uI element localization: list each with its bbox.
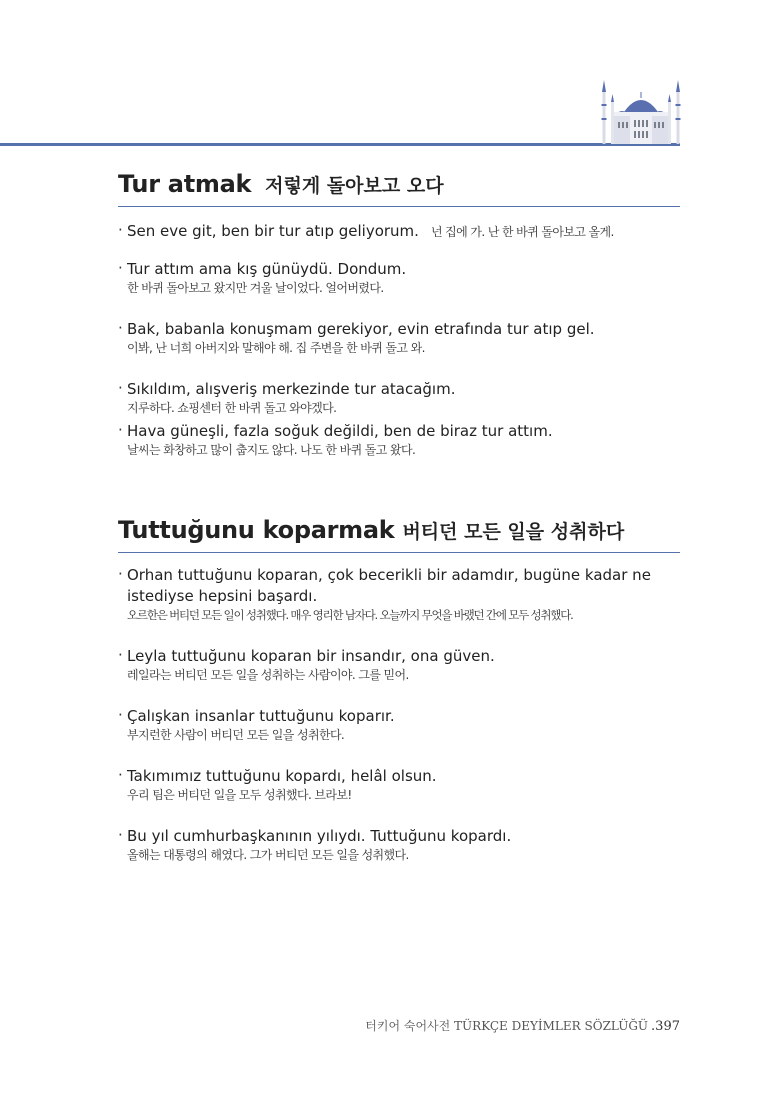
example-korean: 지루하다. 쇼핑센터 한 바퀴 돌고 와야겠다. [127, 401, 337, 415]
example-item [118, 421, 680, 459]
example-turkish: · Takımımız tuttuğunu kopardı, helâl olsun. [127, 767, 437, 785]
example-korean: 넌 집에 가. 난 한 바퀴 돌아보고 올게. [430, 225, 614, 239]
example-turkish: · Tur attım ama kış günüydü. Dondum. [127, 260, 407, 278]
idiom-meaning: 저렇게 돌아보고 오다 [265, 175, 444, 197]
idiom-header [118, 516, 680, 553]
example-korean: 레일라는 버티던 모든 일을 성취하는 사람이야. 그를 믿어. [127, 668, 409, 682]
idiom-section-tuttugunu-koparmak [118, 516, 680, 864]
example-item [118, 706, 680, 744]
idiom-meaning: 버티던 모든 일을 성취하다 [402, 521, 625, 543]
example-item [118, 259, 680, 297]
page-number: .397 [651, 1019, 680, 1034]
example-turkish: · Orhan tuttuğunu koparan, çok becerikli bir adamdır, bugüne kadar ne istediyse hepsini başardı. [127, 566, 651, 605]
example-turkish: · Sıkıldım, alışveriş merkezinde tur atacağım. [127, 380, 456, 398]
example-korean: 올해는 대통령의 해였다. 그가 버티던 모든 일을 성취했다. [127, 848, 409, 862]
example-korean: 한 바퀴 돌아보고 왔지만 겨울 날이었다. 얼어버렸다. [127, 281, 384, 295]
idiom-title: Tuttuğunu koparmak [118, 516, 395, 544]
page-footer [365, 1017, 680, 1034]
footer-book-title: 터키어 숙어사전 TÜRKÇE DEYİMLER SÖZLÜĞÜ [365, 1019, 649, 1033]
example-item [118, 766, 680, 804]
idiom-title: Tur atmak [118, 170, 252, 198]
example-item [118, 646, 680, 684]
example-korean: 이봐, 난 너희 아버지와 말해야 해. 집 주변을 한 바퀴 돌고 와. [127, 341, 425, 355]
example-item [118, 565, 680, 624]
example-turkish: · Leyla tuttuğunu koparan bir insandır, ona güven. [127, 647, 495, 665]
example-korean: 우리 팀은 버티던 일을 모두 성취했다. 브라보! [127, 788, 352, 802]
header-rule [0, 143, 680, 146]
example-turkish: · Çalışkan insanlar tuttuğunu koparır. [127, 707, 395, 725]
example-list [118, 565, 680, 864]
example-turkish: · Bak, babanla konuşmam gerekiyor, evin etrafında tur atıp gel. [127, 320, 595, 338]
example-turkish: · Hava güneşli, fazla soğuk değildi, ben de biraz tur attım. [127, 422, 553, 440]
example-korean: 오르한은 버티던 모든 일이 성취했다. 매우 영리한 남자다. 오늘까지 무엇을 바랬던 간에 모두 성취했다. [127, 608, 573, 622]
idiom-section-tur-atmak [118, 170, 680, 459]
example-item [118, 319, 680, 357]
mosque-icon [600, 78, 682, 144]
example-item [118, 826, 680, 864]
example-item [118, 379, 680, 417]
example-turkish: Sen eve git, ben bir tur atıp geliyorum. [127, 222, 419, 240]
example-turkish: · Bu yıl cumhurbaşkanının yılıydı. Tuttuğunu kopardı. [127, 827, 512, 845]
idiom-header [118, 170, 680, 207]
example-list [118, 221, 680, 459]
example-korean: 날씨는 화창하고 많이 춥지도 않다. 나도 한 바퀴 돌고 왔다. [127, 443, 416, 457]
example-korean: 부지런한 사람이 버티던 모든 일을 성취한다. [127, 728, 345, 742]
example-item [118, 221, 680, 242]
